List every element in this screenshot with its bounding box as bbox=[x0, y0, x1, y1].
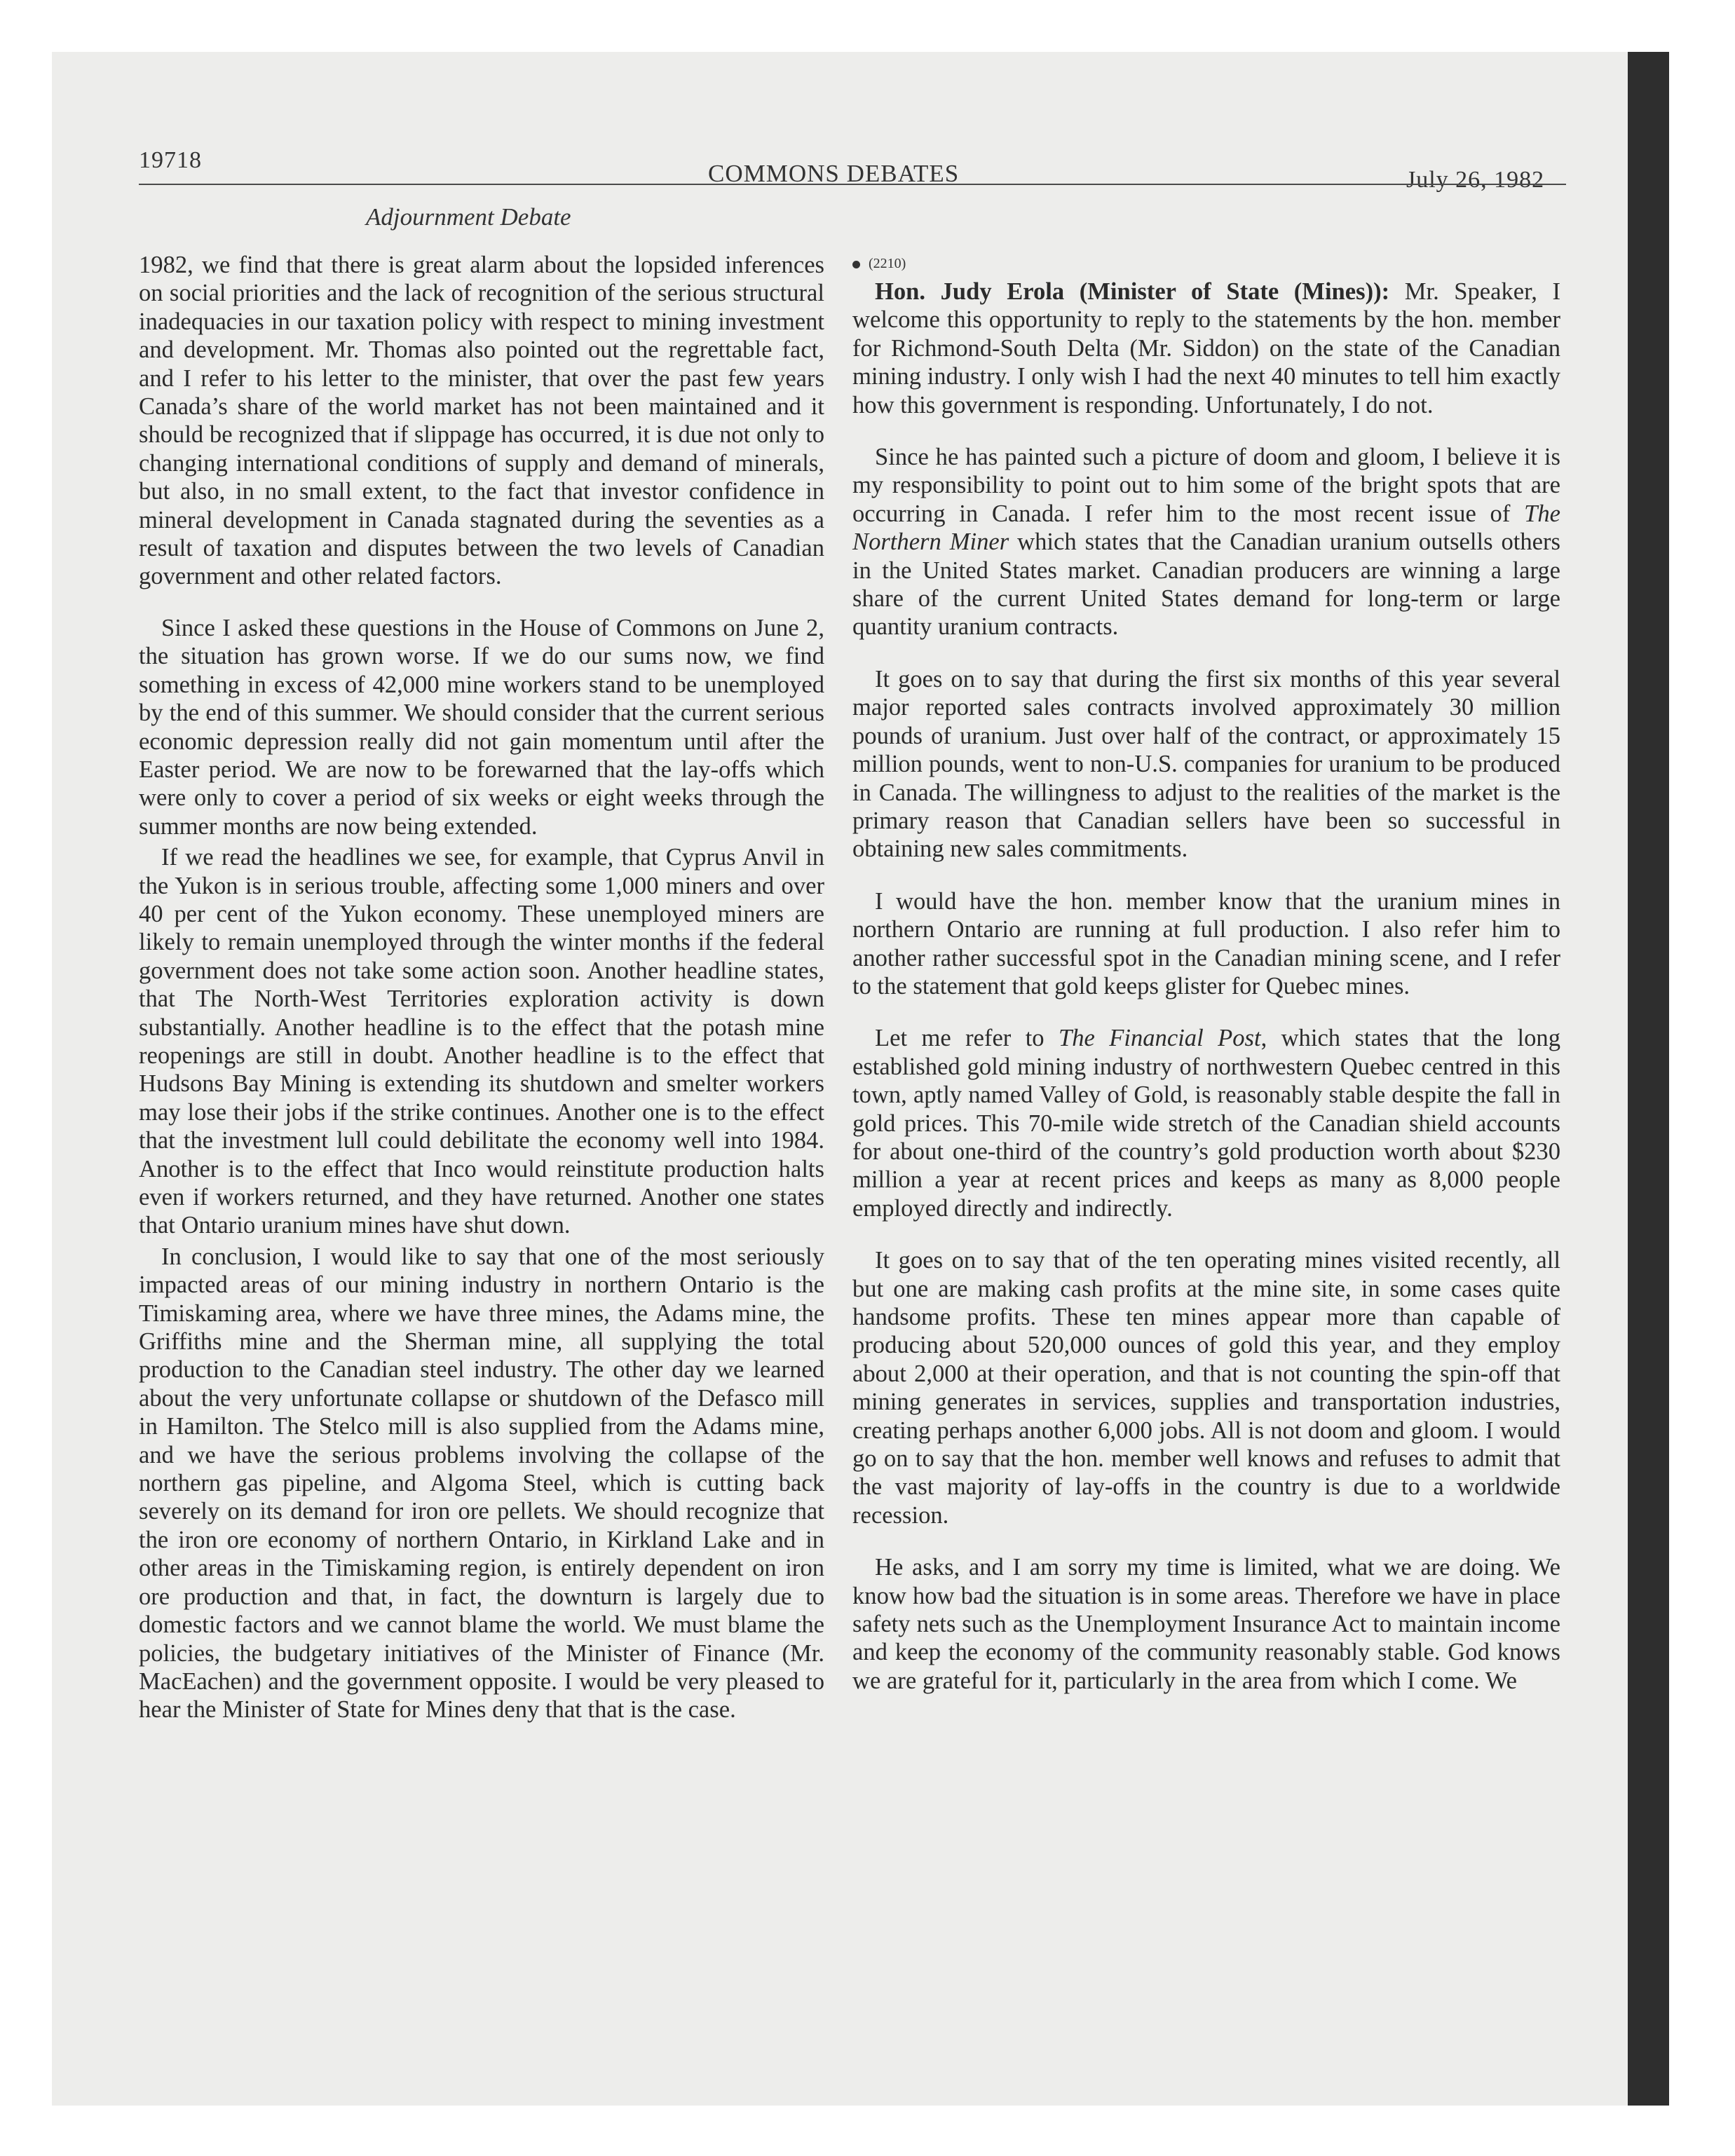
paragraph: I would have the hon. member know that the uranium mines in northern Ontario are running at full production. I also refer him to another rather successful spot in the Canadian mining scene, and I refer to the statement that gold keeps glister for Quebec mines. bbox=[852, 887, 1560, 999]
publication-date: July 26, 1982 bbox=[1406, 167, 1545, 193]
paragraph: Since I asked these questions in the House of Commons on June 2, the situation has grown worse. If we do our sums now, we find something in excess of 42,000 mine workers stand to be unemployed by the end of this summer. We should consider that the current serious economic depression really did not gain momentum until after the Easter period. We are now to be forewarned that the lay-offs which were only to cover a period of six weeks or eight weeks through the summer months are now being extended. bbox=[139, 614, 824, 840]
publication-title: COMMONS DEBATES bbox=[708, 160, 960, 187]
paragraph: Let me refer to The Financial Post, which states that the long established gold mining industry of northwestern Quebec centred in this town, aptly named Valley of Gold, is reasonably stable despite the fall in gold prices. This 70-mile wide stretch of the Canadian shield accounts for about one-third of the country’s gold production worth about $230 million a year at recent prices and keeps as many as 8,000 people employed directly and indirectly. bbox=[852, 1025, 1561, 1222]
paragraph: It goes on to say that of the ten operating mines visited recently, all but one are making cash profits at the mine site, in some cases quite handsome profits. These ten mines appear more than capable of producing about 520,000 ounces of gold this year, and they employ about 2,000 at their operation, and that is not counting the spin-off that mining generates in services, supplies and transportation industries, creating perhaps another 6,000 jobs. All is not doom and gloom. I would go on to say that the hon. member well knows and refuses to admit that the vast majority of lay-offs in the country is due to a worldwide recession. bbox=[852, 1247, 1560, 1529]
paragraph: If we read the headlines we see, for example, that Cyprus Anvil in the Yukon is in serious trouble, affecting some 1,000 miners and over 40 per cent of the Yukon economy. These unemployed miners are likely to remain unemployed through the winter months if the federal government does not take some action soon. Another headline states, that The North-West Territories exploration activity is down substantially. Another headline is to the effect that the potash mine reopenings are still in doubt. Another headline is to the effect that Hudsons Bay Mining is extending its shutdown and smelter workers may lose their jobs if the strike continues. Another one is to the effect that the investment lull could debilitate the economy well into 1984. Another is to the effect that Inco would reinstitute production halts even if workers returned, and they have returned. Another one states that Ontario uranium mines have shut down. bbox=[139, 844, 824, 1239]
paragraph: Since he has painted such a picture of doom and gloom, I believe it is my responsibility to point out to him some of the bright spots that are occurring in Canada. I refer him to the most recent issue of The Northern Miner which states that the Canadian uranium outsells others in the United States market. Canadian producers are winning a large share of the current United States demand for long-term or large quantity uranium contracts. bbox=[852, 444, 1560, 641]
publication-reference: The Financial Post bbox=[1059, 1025, 1261, 1052]
page-binding-edge bbox=[1628, 52, 1669, 2106]
time-marker: (2210) bbox=[852, 250, 1560, 278]
paragraph: It goes on to say that during the first six months of this year several major reported sales contracts involved approximately 30 million pounds of uranium. Just over half of the contract, or approximately 15 million pounds, went to non-U.S. companies for uranium to be produced in Canada. The willingness to adjust to the realities of the market is the primary reason that Canadian sellers have been so successful in obtaining new sales commitments. bbox=[852, 665, 1560, 863]
left-column bbox=[139, 251, 824, 1724]
publication-reference: The Northern Miner bbox=[852, 500, 1560, 556]
right-column bbox=[852, 250, 1560, 1695]
page-number: 19718 bbox=[139, 147, 202, 173]
paragraph: 1982, we find that there is great alarm about the lopsided inferences on social priorities and the lack of recognition of the serious structural inadequacies in our taxation policy with respect to mining investment and development. Mr. Thomas also pointed out the regrettable fact, and I refer to his letter to the minister, that over the past few years Canada’s share of the world market has not been maintained and it should be recognized that if slippage has occurred, it is due not only to changing international conditions of supply and demand of minerals, but also, in no small extent, to the fact that investor confidence in mineral development in Canada stagnated during the seventies as a result of taxation and disputes between the two levels of Canadian government and other related factors. bbox=[139, 252, 824, 590]
section-title: Adjournment Debate bbox=[366, 203, 571, 231]
paragraph: In conclusion, I would like to say that one of the most seriously impacted areas of our mining industry in northern Ontario is the Timiskaming area, where we have three mines, the Adams mine, the Griffiths mine and the Sherman mine, all supplying the total production to the Canadian steel industry. The other day we learned about the very unfortunate collapse or shutdown of the Defasco mill in Hamilton. The Stelco mill is also supplied from the Adams mine, and we have the serious problems involving the collapse of the northern gas pipeline, and Algoma Steel, which is cutting back severely on its demand for iron ore pellets. We should recognize that the iron ore economy of northern Ontario, in Kirkland Lake and in other areas in the Timiskaming region, is entirely dependent on iron ore production and that, in fact, the downturn is largely due to domestic factors and we cannot blame the world. We must blame the policies, the budgetary initiatives of the Minister of Finance (Mr. MacEachen) and the government opposite. I would be very pleased to hear the Minister of State for Mines deny that that is the case. bbox=[139, 1243, 824, 1724]
speaker-name: Hon. Judy Erola (Minister of State (Mines)): bbox=[875, 278, 1390, 305]
paragraph: Hon. Judy Erola (Minister of State (Mines)): Mr. Speaker, I welcome this opportunity to reply to the statements by the hon. member for Richmond-South Delta (Mr. Siddon) on the state of the Canadian mining industry. I only wish I had the next 40 minutes to tell him exactly how this government is responding. Unfortunately, I do not. bbox=[852, 278, 1560, 418]
paragraph: He asks, and I am sorry my time is limited, what we are doing. We know how bad the situation is in some areas. Therefore we have in place safety nets such as the Unemployment Insurance Act to maintain income and keep the economy of the community reasonably stable. God knows we are grateful for it, particularly in the area from which I come. We bbox=[852, 1554, 1560, 1694]
header-rule bbox=[139, 184, 1566, 185]
bullet-icon bbox=[852, 261, 860, 268]
